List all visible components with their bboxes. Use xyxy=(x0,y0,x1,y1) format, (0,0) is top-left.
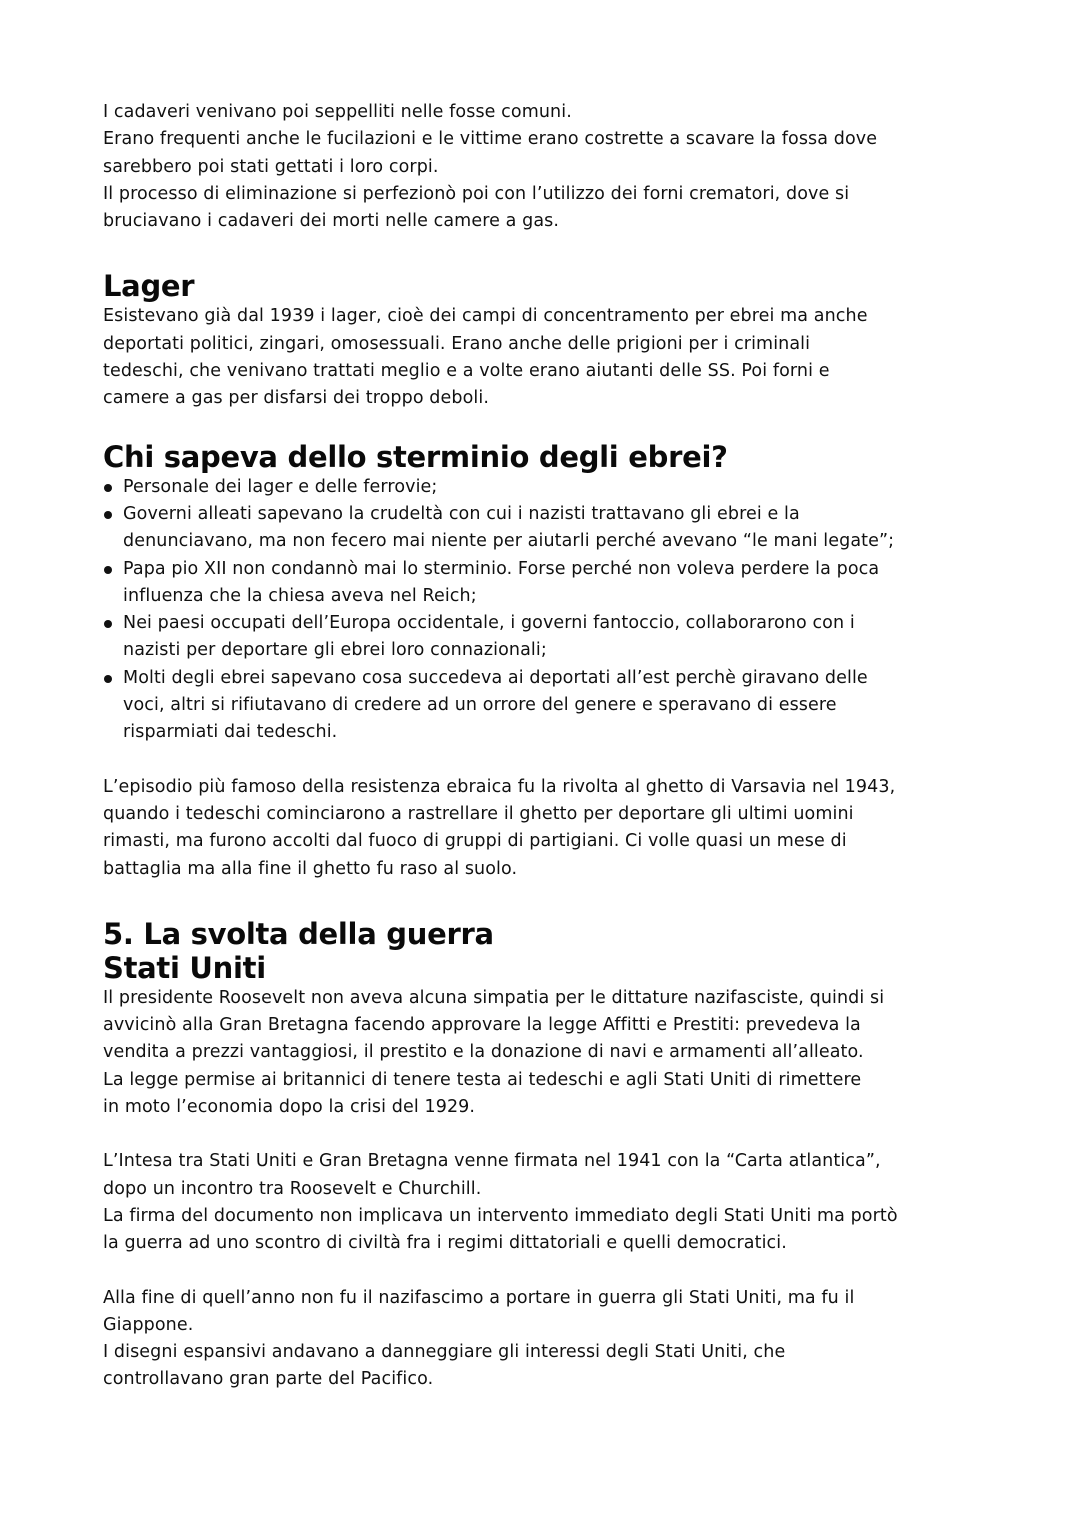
lager-heading: Lager xyxy=(103,269,195,304)
bullet-icon xyxy=(104,484,112,492)
lager-paragraph: Esistevano già dal 1939 i lager, cioè dei campi di concentramento per ebrei ma anche deportati politici, zingari, omosessuali. Erano anche delle prigioni per i criminali tedeschi, che venivano trattati meglio e a volte erano aiutanti delle SS. Poi forni e camere a gas per disfarsi dei troppo deboli. xyxy=(103,306,868,409)
list-item: Papa pio XII non condannò mai lo sterminio. Forse perché non voleva perdere la poca influenza che la chiesa aveva nel Reich; xyxy=(103,556,983,611)
roosevelt-paragraph: Il presidente Roosevelt non aveva alcuna simpatia per le dittature nazifasciste, quindi si avvicinò alla Gran Bretagna facendo approvare la legge Affitti e Prestiti: prevedeva la vendita a prezzi vantaggiosi, il prestito e la donazione di navi e armamenti all’alleato. La legge permise ai britannici di tenere testa ai tedeschi e agli Stati Uniti di rimettere in moto l’economia dopo la crisi del 1929. xyxy=(103,987,885,1118)
chi-sapeva-list xyxy=(103,474,983,747)
stati-uniti-heading: Stati Uniti xyxy=(103,950,266,985)
resistenza-paragraph: L’episodio più famoso della resistenza ebraica fu la rivolta al ghetto di Varsavia nel 1943, quando i tedeschi cominciarono a rastrellare il ghetto per deportare gli ultimi uomini rimasti, ma furono accolti dal fuoco di gruppi di partigiani. Ci volle quasi un mese di battaglia ma alla fine il ghetto fu raso al suolo. xyxy=(103,776,896,879)
list-item: Governi alleati sapevano la crudeltà con cui i nazisti trattavano gli ebrei e la denunciavano, ma non fecero mai niente per aiutarli perché avevano “le mani legate”; xyxy=(103,501,983,556)
bullet-icon xyxy=(104,620,112,628)
list-item: Molti degli ebrei sapevano cosa succedeva ai deportati all’est perchè giravano delle voci, altri si rifiutavano di credere ad un orrore del genere e speravano di essere risparmiati dai tedeschi. xyxy=(103,665,983,747)
chi-sapeva-heading: Chi sapeva dello sterminio degli ebrei? xyxy=(103,439,728,474)
list-item: Personale dei lager e delle ferrovie; xyxy=(103,474,983,501)
intesa-paragraph: L’Intesa tra Stati Uniti e Gran Bretagna venne firmata nel 1941 con la “Carta atlantica”, dopo un incontro tra Roosevelt e Churchill. La firma del documento non implicava un intervento immediato degli Stati Uniti ma portò la guerra ad uno scontro di civiltà fra i regimi dittatoriali e quelli democratici. xyxy=(103,1151,898,1254)
svolta-heading: 5. La svolta della guerra xyxy=(103,916,494,951)
bullet-icon xyxy=(104,566,112,574)
bullet-icon xyxy=(104,511,112,519)
document-page xyxy=(103,99,983,1394)
giappone-paragraph: Alla fine di quell’anno non fu il nazifascimo a portare in guerra gli Stati Uniti, ma fu il Giappone. I disegni espansivi andavano a danneggiare gli interessi degli Stati Uniti, che controllavano gran parte del Pacifico. xyxy=(103,1287,855,1390)
intro-paragraph: I cadaveri venivano poi seppelliti nelle fosse comuni. Erano frequenti anche le fucilazioni e le vittime erano costrette a scavare la fossa dove sarebbero poi stati gettati i loro corpi. Il processo di eliminazione si perfezionò poi con l’utilizzo dei forni crematori, dove si bruciavano i cadaveri dei morti nelle camere a gas. xyxy=(103,102,878,232)
bullet-icon xyxy=(104,675,112,683)
list-item: Nei paesi occupati dell’Europa occidentale, i governi fantoccio, collaborarono con i nazisti per deportare gli ebrei loro connazionali; xyxy=(103,610,983,665)
